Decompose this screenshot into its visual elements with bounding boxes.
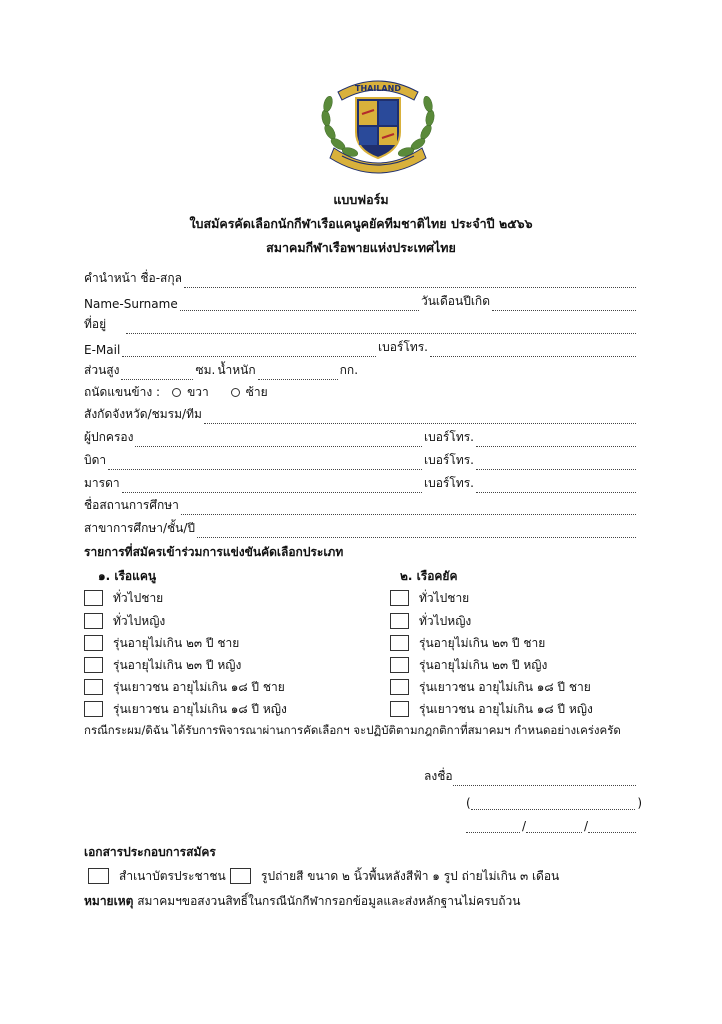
mother-field[interactable] xyxy=(122,478,422,493)
canoe-option-open-women[interactable] xyxy=(84,611,165,631)
kayak-option-u18-women[interactable] xyxy=(390,699,593,719)
documents-heading: เอกสารประกอบการสมัคร xyxy=(84,845,216,859)
weight-unit: กก. xyxy=(339,363,359,377)
kayak-option-u18-men[interactable] xyxy=(390,677,591,697)
kayak-option-u23-men[interactable] xyxy=(390,633,545,653)
height-field[interactable] xyxy=(121,365,193,380)
checkbox-icon[interactable] xyxy=(84,635,103,651)
birthdate-field[interactable] xyxy=(492,296,636,311)
guardian-label: ผู้ปกครอง xyxy=(84,430,134,444)
name-en-label: Name-Surname xyxy=(84,297,178,311)
doc-photo-option[interactable] xyxy=(230,866,559,886)
right-radio-label: ขวา xyxy=(187,385,209,399)
open-paren: ( xyxy=(466,796,471,810)
signature-field[interactable] xyxy=(453,771,636,786)
option-label: รุ่นอายุไม่เกิน ๒๓ ปี หญิง xyxy=(419,657,548,672)
major-label: สาขาการศึกษา/ชั้น/ปี xyxy=(84,521,196,535)
guardian-field[interactable] xyxy=(135,432,422,447)
height-weight-row xyxy=(84,362,384,380)
doc-id-copy-option[interactable] xyxy=(88,866,226,886)
kayak-option-u23-women[interactable] xyxy=(390,655,547,675)
canoe-option-u23-men[interactable] xyxy=(84,633,239,653)
kayak-option-open-men[interactable] xyxy=(390,588,469,608)
address-row xyxy=(84,316,638,334)
right-radio[interactable] xyxy=(172,383,209,402)
checkbox-icon[interactable] xyxy=(390,590,409,606)
radio-circle-icon xyxy=(172,388,181,397)
printed-name-field[interactable] xyxy=(471,795,636,810)
signature-label: ลงชื่อ xyxy=(424,769,453,783)
printed-name-row xyxy=(466,792,642,810)
email-field[interactable] xyxy=(122,342,376,357)
phone-field[interactable] xyxy=(430,342,636,357)
name-en-row xyxy=(84,293,638,311)
checkbox-icon[interactable] xyxy=(230,868,251,884)
form-subtitle: ใบสมัครคัดเลือกนักกีฬาเรือแคนูคยัคทีมชาติไทย ประจำปี ๒๕๖๖ xyxy=(189,216,533,231)
doc-id-copy-label: สำเนาบัตรประชาชน xyxy=(119,868,226,883)
left-radio-label: ซ้าย xyxy=(245,385,268,399)
date-row xyxy=(466,815,638,833)
pledge-text: กรณีกระผม/ดิฉัน ได้รับการพิจารณาผ่านการคัดเลือกฯ จะปฏิบัติตามกฎกติกาที่สมาคมฯ กำหนดอย่างเคร่งครัด xyxy=(84,723,621,737)
option-label: ทั่วไปหญิง xyxy=(419,613,472,628)
father-phone-label: เบอร์โทร. xyxy=(424,453,474,467)
mother-phone-label: เบอร์โทร. xyxy=(424,476,474,490)
association-logo xyxy=(316,70,440,178)
checkbox-icon[interactable] xyxy=(390,613,409,629)
emblem-icon xyxy=(316,70,440,178)
checkbox-icon[interactable] xyxy=(390,679,409,695)
checkbox-icon[interactable] xyxy=(88,868,109,884)
phone-label: เบอร์โทร. xyxy=(378,340,428,354)
school-label: ชื่อสถานการศึกษา xyxy=(84,498,179,512)
kayak-option-open-women[interactable] xyxy=(390,611,471,631)
email-row xyxy=(84,339,638,357)
option-label: ทั่วไปหญิง xyxy=(113,613,166,628)
affiliation-label: สังกัดจังหวัด/ชมรม/ทีม xyxy=(84,407,202,421)
form-title: แบบฟอร์ม xyxy=(333,192,389,207)
day-field[interactable] xyxy=(466,818,520,833)
name-en-field[interactable] xyxy=(180,296,419,311)
note-label: หมายเหตุ xyxy=(84,894,134,908)
school-row xyxy=(84,497,638,515)
events-heading: รายการที่สมัครเข้าร่วมการแข่งขันคัดเลือกประเภท xyxy=(84,545,344,559)
father-label: บิดา xyxy=(84,453,107,467)
checkbox-icon[interactable] xyxy=(84,657,103,673)
school-field[interactable] xyxy=(181,500,636,515)
date-slash-2: / xyxy=(584,819,589,833)
major-field[interactable] xyxy=(197,523,636,538)
checkbox-icon[interactable] xyxy=(84,590,103,606)
left-radio[interactable] xyxy=(231,383,268,402)
address-field[interactable] xyxy=(126,319,636,334)
weight-field[interactable] xyxy=(258,365,338,380)
canoe-option-u18-men[interactable] xyxy=(84,677,285,697)
option-label: รุ่นอายุไม่เกิน ๒๓ ปี ชาย xyxy=(113,635,240,650)
option-label: รุ่นอายุไม่เกิน ๒๓ ปี หญิง xyxy=(113,657,242,672)
association-name: สมาคมกีฬาเรือพายแห่งประเทศไทย xyxy=(266,240,456,255)
handed-label: ถนัดแขนข้าง : xyxy=(84,385,161,399)
mother-label: มารดา xyxy=(84,476,120,490)
birthdate-label: วันเดือนปีเกิด xyxy=(420,294,490,308)
father-field[interactable] xyxy=(108,455,422,470)
guardian-row xyxy=(84,429,638,447)
mother-row xyxy=(84,475,638,493)
option-label: ทั่วไปชาย xyxy=(419,590,470,605)
close-paren: ) xyxy=(637,796,642,810)
checkbox-icon[interactable] xyxy=(84,679,103,695)
checkbox-icon[interactable] xyxy=(84,613,103,629)
email-label: E-Mail xyxy=(84,343,121,357)
weight-label: น้ำหนัก xyxy=(217,363,256,377)
date-slash-1: / xyxy=(522,819,527,833)
canoe-option-u23-women[interactable] xyxy=(84,655,241,675)
father-row xyxy=(84,452,638,470)
doc-photo-label: รูปถ่ายสี ขนาด ๒ นิ้วพื้นหลังสีฟ้า ๑ รูป ถ่ายไม่เกิน ๓ เดือน xyxy=(261,868,560,883)
radio-circle-icon xyxy=(231,388,240,397)
canoe-option-open-men[interactable] xyxy=(84,588,163,608)
father-phone-field[interactable] xyxy=(476,455,636,470)
name-th-row xyxy=(84,270,638,288)
affiliation-row xyxy=(84,406,638,424)
checkbox-icon[interactable] xyxy=(390,701,409,717)
option-label: รุ่นอายุไม่เกิน ๒๓ ปี ชาย xyxy=(419,635,546,650)
option-label: รุ่นเยาวชน อายุไม่เกิน ๑๘ ปี ชาย xyxy=(113,679,285,694)
affiliation-field[interactable] xyxy=(204,409,636,424)
guardian-phone-field[interactable] xyxy=(476,432,636,447)
option-label: ทั่วไปชาย xyxy=(113,590,164,605)
note-row xyxy=(84,892,644,911)
signature-row xyxy=(424,768,638,786)
month-field[interactable] xyxy=(526,818,582,833)
canoe-option-u18-women[interactable] xyxy=(84,699,287,719)
option-label: รุ่นเยาวชน อายุไม่เกิน ๑๘ ปี หญิง xyxy=(419,701,593,716)
name-th-label: คำนำหน้า ชื่อ-สกุล xyxy=(84,271,182,285)
height-unit: ซม. xyxy=(195,363,216,377)
year-field[interactable] xyxy=(588,818,636,833)
name-th-field[interactable] xyxy=(184,273,636,288)
option-label: รุ่นเยาวชน อายุไม่เกิน ๑๘ ปี ชาย xyxy=(419,679,591,694)
mother-phone-field[interactable] xyxy=(476,478,636,493)
address-label: ที่อยู่ xyxy=(84,317,107,331)
note-text: สมาคมฯขอสงวนสิทธิ์ในกรณีนักกีฬากรอกข้อมูลและส่งหลักฐานไม่ครบถ้วน xyxy=(133,894,521,908)
handedness-row xyxy=(84,384,384,402)
checkbox-icon[interactable] xyxy=(390,635,409,651)
kayak-heading: ๒. เรือคยัค xyxy=(400,569,458,583)
logo-banner-text: THAILAND xyxy=(355,84,401,93)
major-row xyxy=(84,520,638,538)
checkbox-icon[interactable] xyxy=(390,657,409,673)
canoe-heading: ๑. เรือแคนู xyxy=(98,569,157,583)
guardian-phone-label: เบอร์โทร. xyxy=(424,430,474,444)
height-label: ส่วนสูง xyxy=(84,363,120,377)
option-label: รุ่นเยาวชน อายุไม่เกิน ๑๘ ปี หญิง xyxy=(113,701,287,716)
checkbox-icon[interactable] xyxy=(84,701,103,717)
